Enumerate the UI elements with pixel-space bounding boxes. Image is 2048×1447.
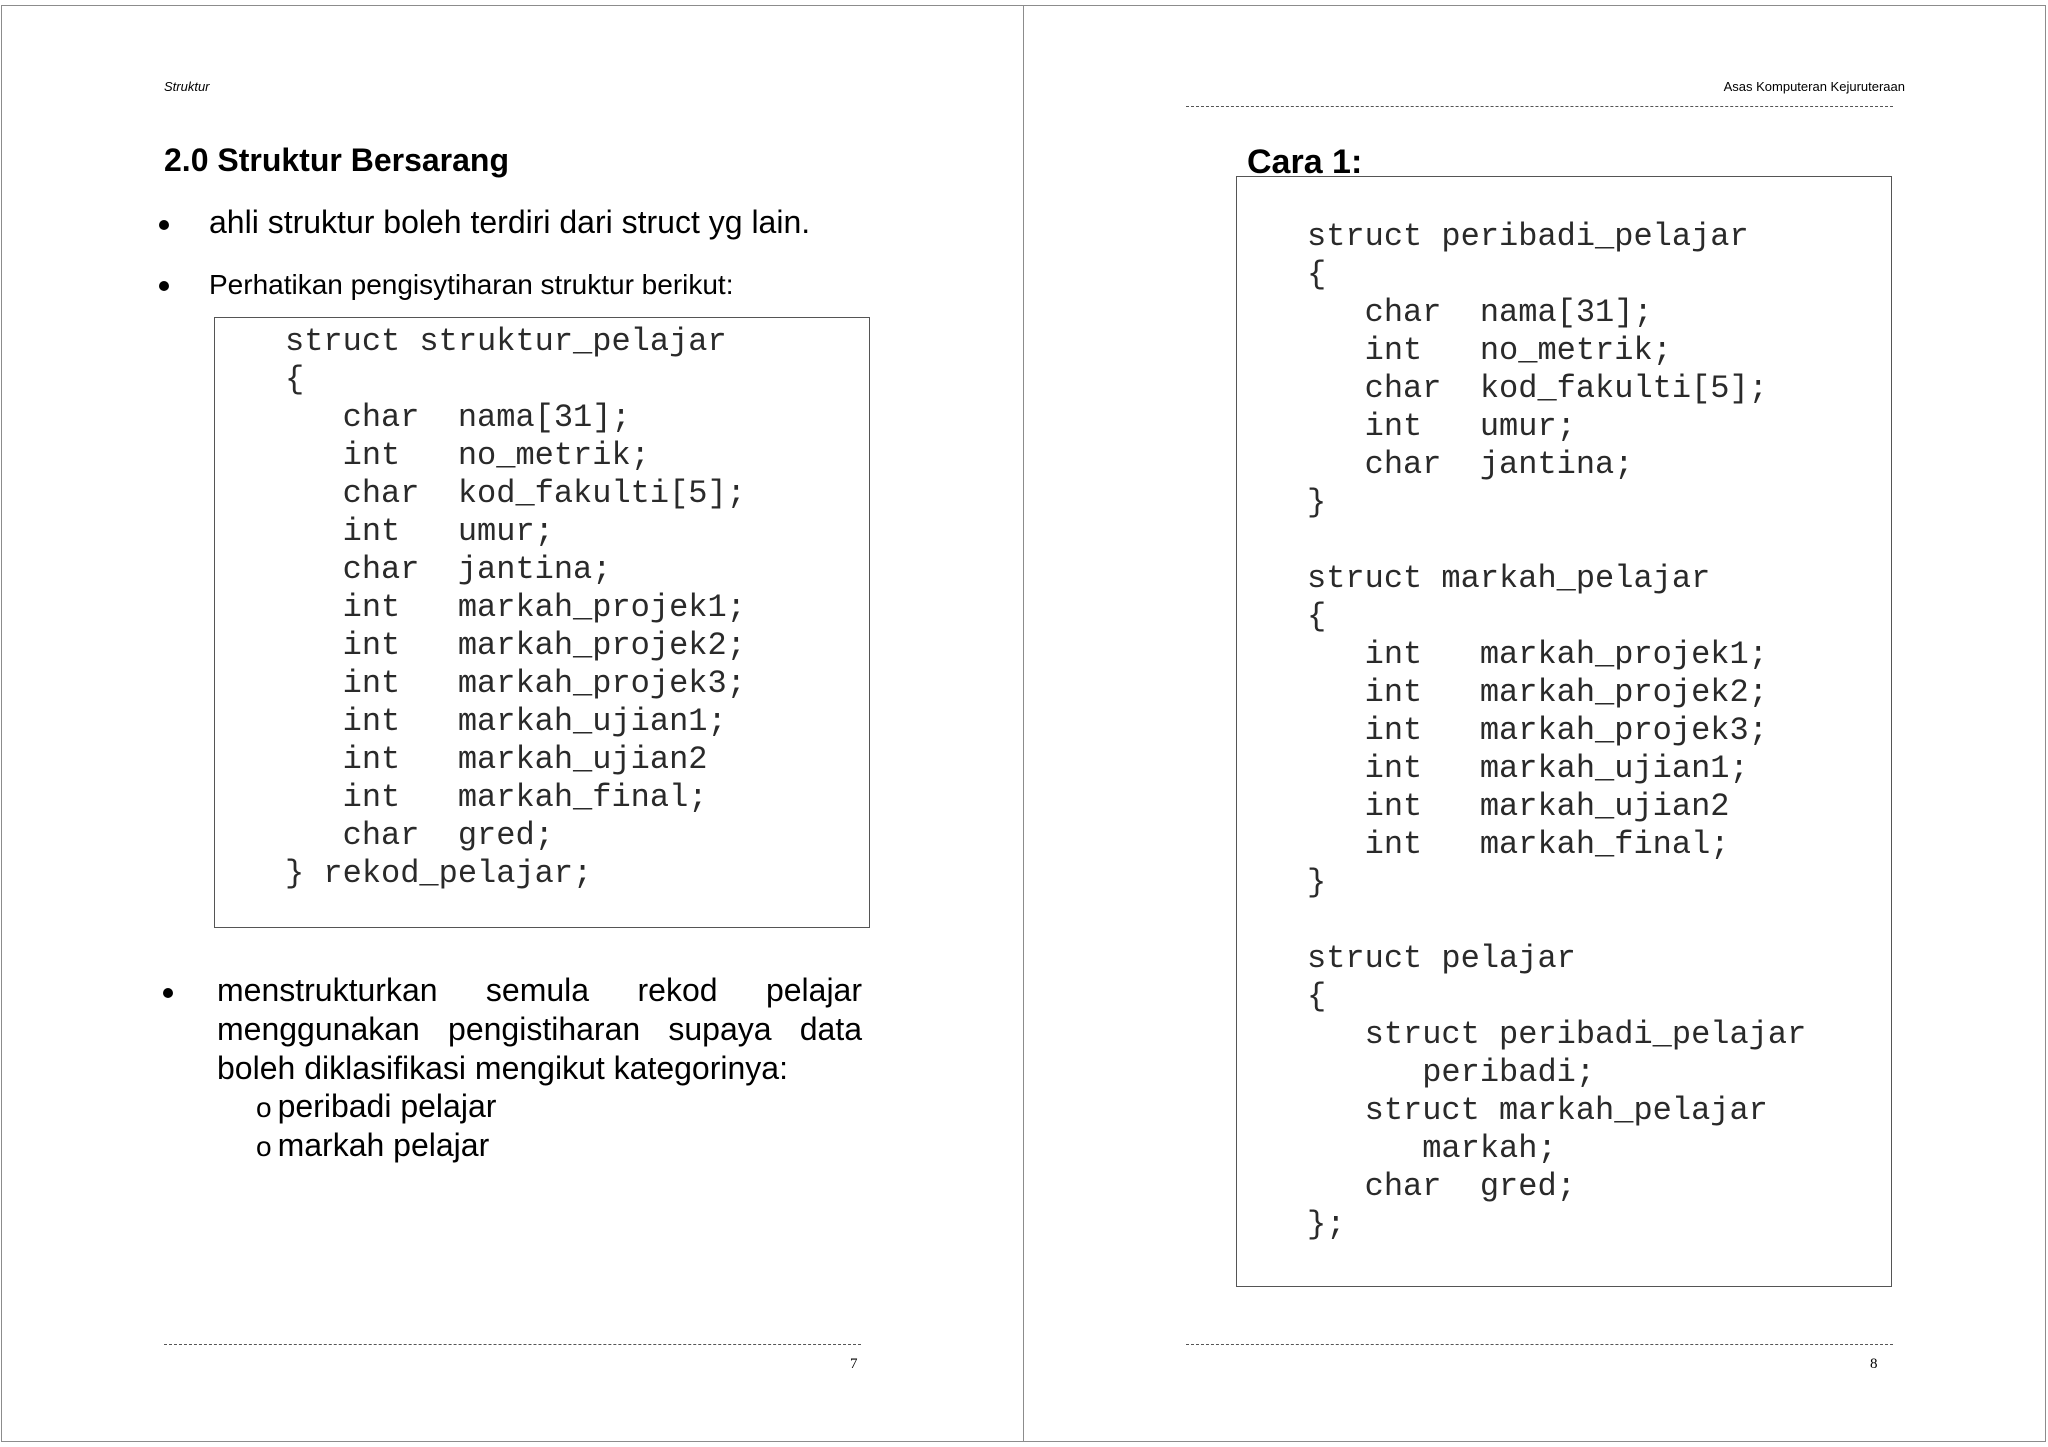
sub-list-item: o markah pelajar	[256, 1127, 490, 1163]
circle-bullet-icon: o	[256, 1131, 272, 1162]
sub-list-item: o peribadi pelajar	[256, 1088, 497, 1124]
section-title: 2.0 Struktur Bersarang	[164, 142, 510, 178]
header-rule	[1186, 106, 1893, 107]
body-paragraph: menstrukturkan semula rekod pelajar menggunakan pengistiharan supaya data boleh diklasifikasi mengikut kategorinya:	[217, 972, 862, 1086]
running-head: Struktur	[164, 79, 210, 94]
code-block: struct struktur_pelajar { char nama[31]; int no_metrik; char kod_fakulti[5]; int umur; char jantina; int markah_projek1; int markah_projek2; int markah_projek3; int markah_ujian1; int markah_ujian2 int markah_final; char gred; } rekod_pelajar;	[285, 323, 746, 892]
bullet-item: ahli struktur boleh terdiri dari struct yg lain.	[209, 204, 811, 240]
bullet-icon	[159, 281, 169, 291]
page-number: 8	[1870, 1356, 1878, 1372]
cara-heading: Cara 1:	[1247, 143, 1363, 181]
footer-rule	[1186, 1344, 1893, 1345]
footer-rule	[164, 1344, 861, 1345]
right-page	[1023, 5, 2046, 1442]
bullet-icon	[159, 220, 169, 230]
left-page	[1, 5, 1024, 1442]
bullet-item: Perhatikan pengisytiharan struktur berikut:	[209, 269, 734, 300]
bullet-icon	[163, 988, 173, 998]
code-block: struct peribadi_pelajar { char nama[31]; int no_metrik; char kod_fakulti[5]; int umur; char jantina; } struct markah_pelajar { int markah_projek1; int markah_projek2; int markah_projek3; int markah_ujian1; int markah_ujian2 int markah_final; } struct pelajar { struct peribadi_pelajar peribadi; struct markah_pelajar markah; char gred; };	[1307, 218, 1807, 1243]
page-number: 7	[850, 1356, 858, 1372]
circle-bullet-icon: o	[256, 1092, 272, 1123]
running-head: Asas Komputeran Kejuruteraan	[1723, 79, 1905, 94]
